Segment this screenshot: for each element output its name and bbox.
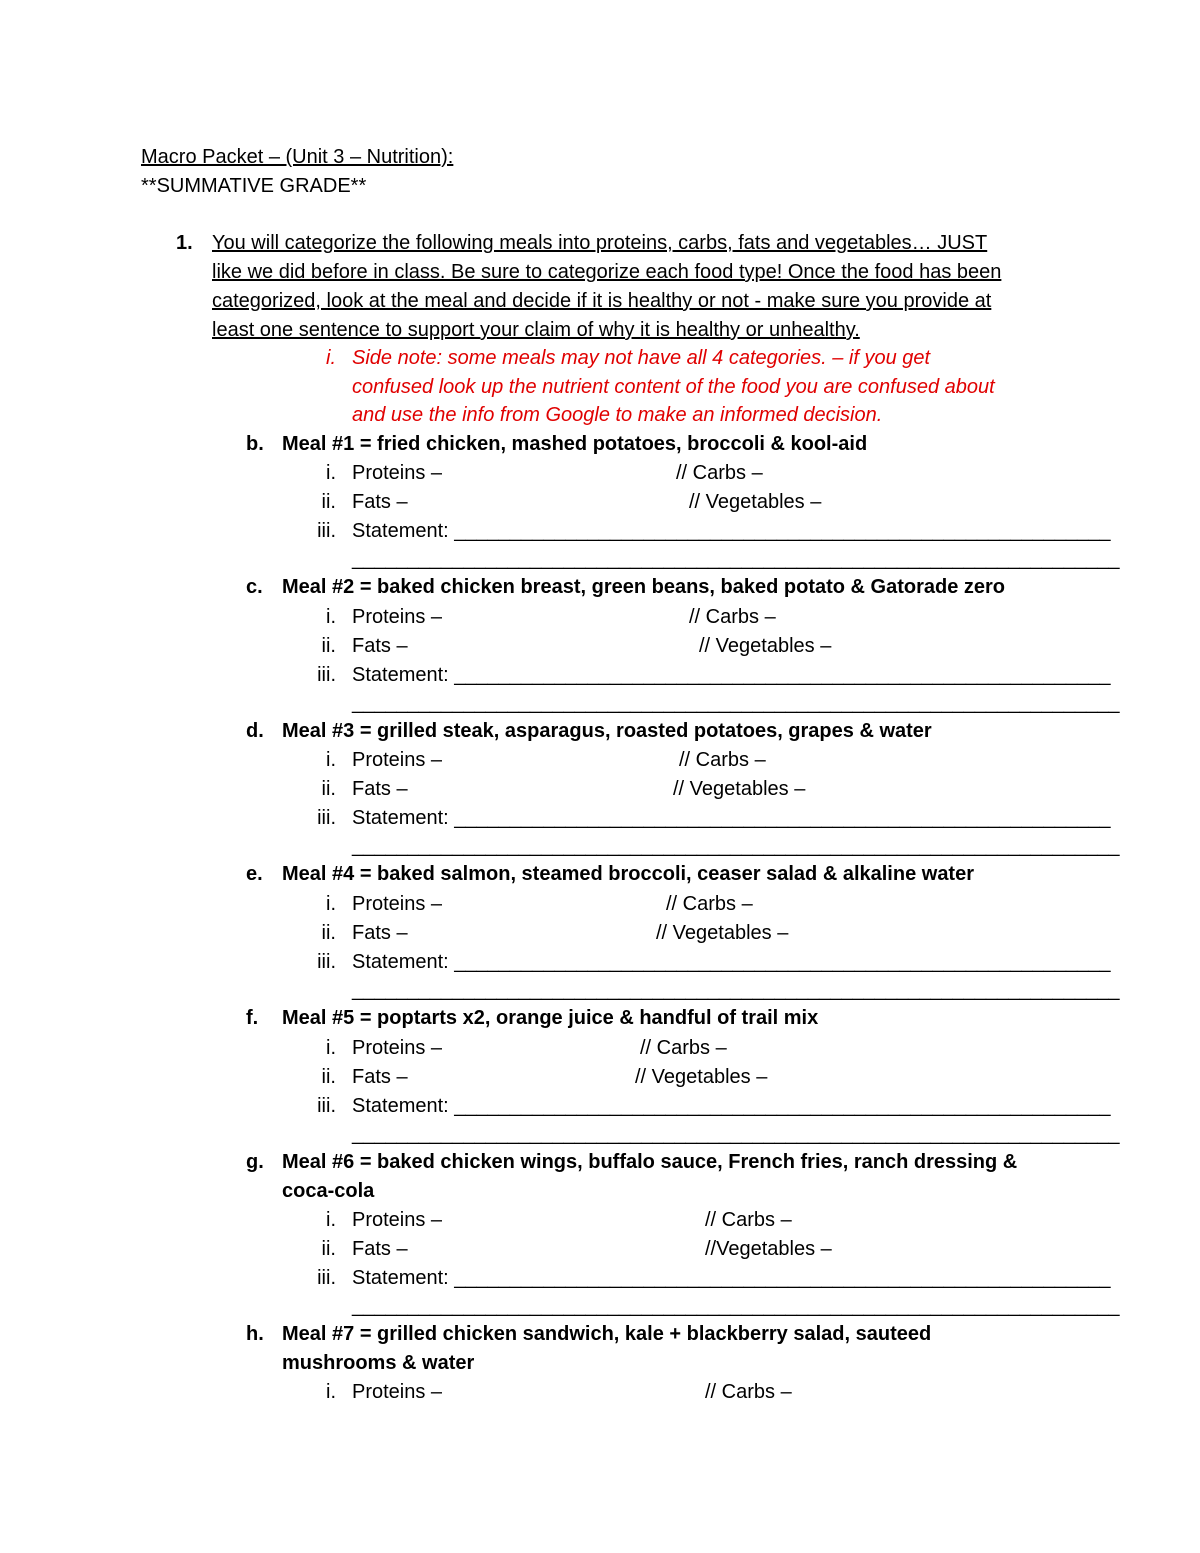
item-label: i. (326, 1381, 336, 1403)
fats-field: Fats – (352, 635, 408, 657)
proteins-field: Proteins – (352, 893, 443, 915)
item-label: iii. (317, 951, 336, 973)
meal-title: Meal #3 = grilled steak, asparagus, roasted potatoes, grapes & water (282, 720, 932, 742)
statement-continuation-line[interactable]: _____________________________________________________________________ (352, 548, 1120, 570)
fats-field: Fats – (352, 778, 408, 800)
proteins-field: Proteins – (352, 606, 443, 628)
proteins-field: Proteins – (352, 749, 443, 771)
statement-line[interactable]: Statement: ___________________________________________________________ (352, 1095, 1111, 1117)
meal-letter: g. (246, 1151, 264, 1173)
item-label: i. (326, 893, 336, 915)
meal-title-continued: coca-cola (282, 1180, 375, 1202)
instruction-line: least one sentence to support your claim of why it is healthy or unhealthy. (212, 319, 860, 341)
meal-title: Meal #6 = baked chicken wings, buffalo sauce, French fries, ranch dressing & (282, 1151, 1018, 1173)
meal-title: Meal #7 = grilled chicken sandwich, kale + blackberry salad, sauteed (282, 1323, 932, 1345)
vegetables-field: // Vegetables – (635, 1066, 768, 1088)
side-note-label: i. (326, 347, 336, 369)
statement-line[interactable]: Statement: ___________________________________________________________ (352, 520, 1111, 542)
item-label: ii. (321, 1238, 336, 1260)
meal-title: Meal #2 = baked chicken breast, green beans, baked potato & Gatorade zero (282, 576, 1006, 598)
statement-continuation-line[interactable]: _____________________________________________________________________ (352, 835, 1120, 857)
carbs-field: // Carbs – (676, 462, 763, 484)
item-label: i. (326, 1209, 336, 1231)
item-label: ii. (321, 491, 336, 513)
item-label: i. (326, 606, 336, 628)
carbs-field: // Carbs – (689, 606, 776, 628)
item-label: iii. (317, 1095, 336, 1117)
statement-line[interactable]: Statement: ___________________________________________________________ (352, 1267, 1111, 1289)
vegetables-field: // Vegetables – (656, 922, 789, 944)
side-note-line: and use the info from Google to make an informed decision. (352, 404, 883, 426)
item-label: ii. (321, 778, 336, 800)
side-note-line: Side note: some meals may not have all 4 categories. – if you get (352, 347, 931, 369)
fats-field: Fats – (352, 491, 408, 513)
carbs-field: // Carbs – (679, 749, 766, 771)
instruction-number: 1. (176, 232, 193, 254)
instruction-line: like we did before in class. Be sure to categorize each food type! Once the food has been (212, 261, 1002, 283)
item-label: ii. (321, 1066, 336, 1088)
item-label: iii. (317, 1267, 336, 1289)
meal-letter: b. (246, 433, 264, 455)
vegetables-field: // Vegetables – (699, 635, 832, 657)
vegetables-field: // Vegetables – (673, 778, 806, 800)
meal-title: Meal #1 = fried chicken, mashed potatoes, broccoli & kool-aid (282, 433, 868, 455)
instruction-line: You will categorize the following meals into proteins, carbs, fats and vegetables… JUST (212, 232, 988, 254)
item-label: i. (326, 1037, 336, 1059)
carbs-field: // Carbs – (666, 893, 753, 915)
proteins-field: Proteins – (352, 1209, 443, 1231)
proteins-field: Proteins – (352, 462, 443, 484)
vegetables-field: // Vegetables – (689, 491, 822, 513)
item-label: i. (326, 462, 336, 484)
meal-letter: f. (246, 1007, 259, 1029)
statement-continuation-line[interactable]: _____________________________________________________________________ (352, 979, 1120, 1001)
carbs-field: // Carbs – (705, 1209, 792, 1231)
carbs-field: // Carbs – (640, 1037, 727, 1059)
fats-field: Fats – (352, 1066, 408, 1088)
proteins-field: Proteins – (352, 1037, 443, 1059)
statement-continuation-line[interactable]: _____________________________________________________________________ (352, 692, 1120, 714)
statement-line[interactable]: Statement: ___________________________________________________________ (352, 664, 1111, 686)
proteins-field: Proteins – (352, 1381, 443, 1403)
instruction-line: categorized, look at the meal and decide if it is healthy or not - make sure you provide at (212, 290, 992, 312)
meal-letter: d. (246, 720, 264, 742)
side-note-line: confused look up the nutrient content of the food you are confused about (352, 376, 995, 398)
statement-line[interactable]: Statement: ___________________________________________________________ (352, 807, 1111, 829)
meal-letter: e. (246, 863, 263, 885)
item-label: iii. (317, 807, 336, 829)
statement-continuation-line[interactable]: _____________________________________________________________________ (352, 1123, 1120, 1145)
vegetables-field: //Vegetables – (705, 1238, 832, 1260)
statement-continuation-line[interactable]: _____________________________________________________________________ (352, 1295, 1120, 1317)
item-label: i. (326, 749, 336, 771)
meal-title-continued: mushrooms & water (282, 1352, 475, 1374)
meal-letter: h. (246, 1323, 264, 1345)
fats-field: Fats – (352, 1238, 408, 1260)
grade-note: **SUMMATIVE GRADE** (141, 175, 367, 197)
meal-letter: c. (246, 576, 263, 598)
statement-line[interactable]: Statement: ___________________________________________________________ (352, 951, 1111, 973)
carbs-field: // Carbs – (705, 1381, 792, 1403)
item-label: ii. (321, 635, 336, 657)
page-title: Macro Packet – (Unit 3 – Nutrition): (141, 146, 454, 168)
item-label: iii. (317, 520, 336, 542)
fats-field: Fats – (352, 922, 408, 944)
meal-title: Meal #5 = poptarts x2, orange juice & handful of trail mix (282, 1007, 819, 1029)
item-label: iii. (317, 664, 336, 686)
item-label: ii. (321, 922, 336, 944)
meal-title: Meal #4 = baked salmon, steamed broccoli, ceaser salad & alkaline water (282, 863, 975, 885)
